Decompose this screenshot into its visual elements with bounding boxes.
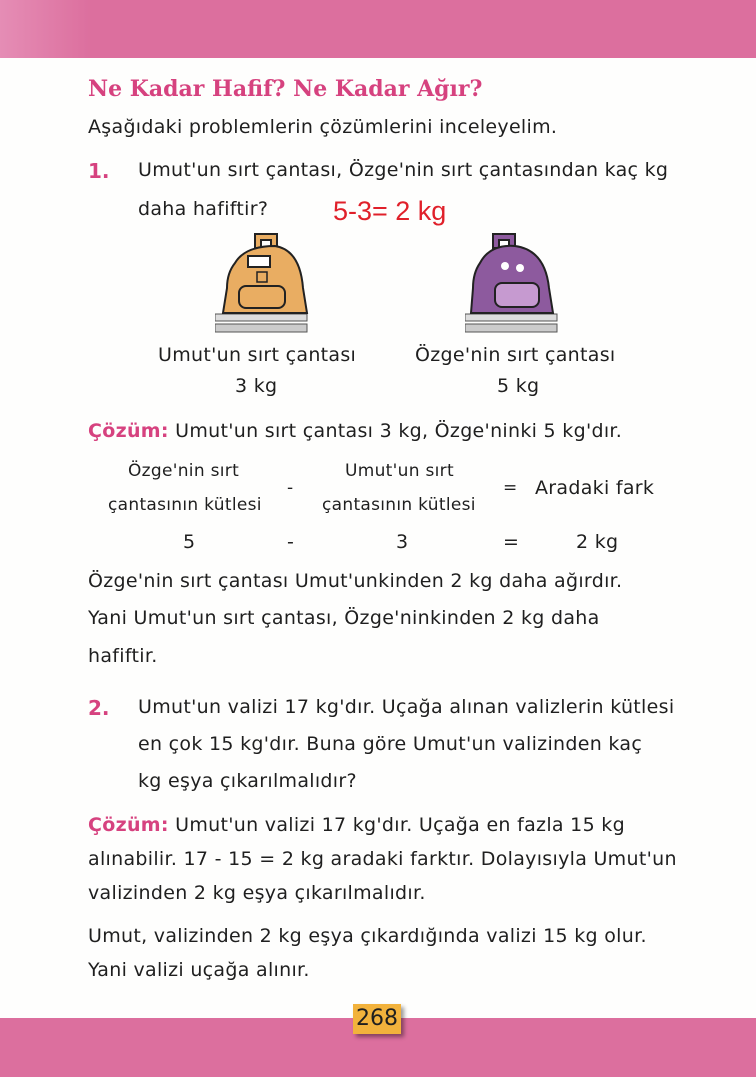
bag2-weight: 5 kg [497,375,540,397]
q2-solution-line3: valizinden 2 kg eşya çıkarılmalıdır. [88,882,426,904]
q2-solution-line1 [88,814,625,836]
table-col2-line2: çantasının kütlesi [322,495,476,515]
table-col1-line2: çantasının kütlesi [108,495,262,515]
q1-para-line3: hafiftir. [88,645,158,667]
purple-backpack-on-scale-image [465,228,560,336]
intro-text: Aşağıdaki problemlerin çözümlerini inceleyelim. [88,116,558,138]
q2-line2: en çok 15 kg'dır. Buna göre Umut'un valizinden kaç [138,733,643,755]
table-col2-line1: Umut'un sırt [345,461,454,481]
q1-para-line1: Özge'nin sırt çantası Umut'unkinden 2 kg daha ağırdır. [88,570,623,592]
question-number-2: 2. [88,696,110,720]
table-equals: = [503,478,518,498]
top-band [0,0,756,58]
table-col3: Aradaki fark [535,477,655,499]
question-number-1: 1. [88,159,110,183]
q1-solution [88,420,622,442]
q2-sol-text: Umut'un valizi 17 kg'dır. Uçağa en fazla 15 kg [175,814,625,836]
bag1-weight: 3 kg [235,375,278,397]
handwritten-answer: 5-3= 2 kg [333,196,447,226]
q2-solution-line2: alınabilir. 17 - 15 = 2 kg aradaki farktır. Dolayısıyla Umut'un [88,848,677,870]
table-value3: 2 kg [576,531,619,553]
q2-line1: Umut'un valizi 17 kg'dır. Uçağa alınan valizlerin kütlesi [138,696,675,718]
table-minus2: - [287,531,295,553]
solution-text: Umut'un sırt çantası 3 kg, Özge'ninki 5 kg'dır. [175,420,623,442]
q1-line2: daha hafiftir? [138,198,269,220]
q2-final-line1: Umut, valizinden 2 kg eşya çıkardığında valizi 15 kg olur. [88,925,647,947]
table-col1-line1: Özge'nin sırt [128,461,240,481]
q1-line1: Umut'un sırt çantası, Özge'nin sırt çantasından kaç kg [138,159,669,181]
bag1-label: Umut'un sırt çantası [158,344,357,366]
table-equals2: = [503,531,520,553]
page-title: Ne Kadar Hafif? Ne Kadar Ağır? [88,76,483,102]
table-value2: 3 [396,531,409,553]
q1-para-line2: Yani Umut'un sırt çantası, Özge'ninkinden 2 kg daha [88,607,600,629]
table-value1: 5 [183,531,196,553]
q2-line3: kg eşya çıkarılmalıdır? [138,770,357,792]
solution-label-2: Çözüm: [88,814,169,836]
bag2-label: Özge'nin sırt çantası [415,344,616,366]
page-number: 268 [353,1004,401,1034]
table-minus: - [287,478,294,498]
solution-label: Çözüm: [88,420,169,442]
orange-backpack-on-scale-image [215,228,310,336]
q2-final-line2: Yani valizi uçağa alınır. [88,959,310,981]
